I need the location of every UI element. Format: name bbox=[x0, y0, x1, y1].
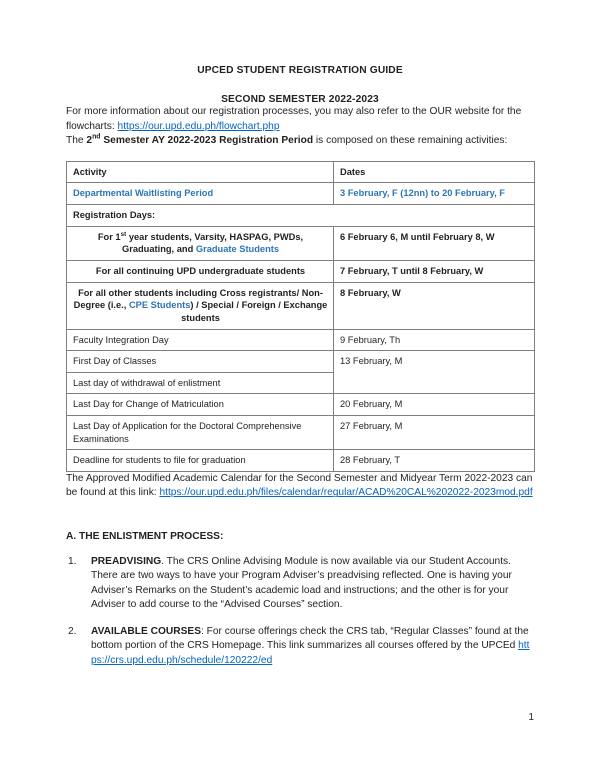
waitlisting-activity: Departmental Waitlisting Period bbox=[67, 183, 334, 205]
page-content bbox=[66, 0, 534, 680]
reg-activity-1-part1: For all continuing UPD undergraduate students bbox=[95, 265, 306, 276]
plain-activity-2: Last day of withdrawal of enlistment bbox=[67, 372, 334, 394]
list-item-text-2: : For course offerings check the CRS tab, “Regular Classes” found at the bottom portion of the CRS Homepage. This link summarizes all courses offered by the UPCEd bbox=[91, 625, 529, 652]
title-block bbox=[66, 64, 534, 105]
list-item-number-1: 1. bbox=[68, 555, 77, 567]
academic-calendar-paragraph bbox=[66, 472, 534, 501]
table-row-waitlisting bbox=[67, 183, 535, 205]
list-item-label-1: PREADVISING bbox=[91, 555, 162, 567]
plain-dates-1-merged: 13 February, M bbox=[334, 351, 535, 394]
enlistment-steps-list bbox=[66, 555, 534, 668]
reg-activity-2 bbox=[67, 282, 334, 329]
table-row bbox=[67, 260, 535, 282]
plain-activity-4: Last Day of Application for the Doctoral Comprehensive Examinations bbox=[67, 416, 334, 450]
table-row bbox=[67, 226, 535, 260]
registration-days-label: Registration Days: bbox=[67, 205, 535, 227]
reg-activity-0-part1: For 1 bbox=[97, 231, 121, 242]
registration-schedule-table bbox=[66, 161, 535, 472]
table-row bbox=[67, 351, 535, 373]
reg-activity-2-part1: For all other students including Cross registrants/ Non-Degree (i.e., bbox=[73, 287, 323, 311]
flowchart-link[interactable]: https://our.upd.edu.ph/flowchart.php bbox=[117, 120, 280, 132]
reg-activity-1 bbox=[67, 260, 334, 282]
list-item bbox=[66, 625, 534, 668]
crs-schedule-link[interactable]: https://crs.upd.edu.ph/schedule/120222/ed bbox=[91, 640, 530, 666]
page-number: 1 bbox=[528, 712, 534, 723]
plain-dates-4: 27 February, M bbox=[334, 416, 535, 450]
table-row bbox=[67, 329, 535, 351]
plain-activity-0: Faculty Integration Day bbox=[67, 329, 334, 351]
reg-dates-0: 6 February 6, M until February 8, W bbox=[334, 226, 535, 260]
page-title: UPCED STUDENT REGISTRATION GUIDE bbox=[197, 65, 403, 76]
table-row bbox=[67, 282, 535, 329]
reg-activity-0-sup: st bbox=[120, 230, 127, 238]
plain-activity-1: First Day of Classes bbox=[67, 351, 334, 373]
page-subtitle: SECOND SEMESTER 2022-2023 bbox=[221, 94, 379, 106]
reg-activity-2-highlight: CPE Students bbox=[128, 300, 191, 311]
column-header-dates: Dates bbox=[334, 161, 535, 183]
table-row-registration-days-label bbox=[67, 205, 535, 227]
plain-dates-0: 9 February, Th bbox=[334, 329, 535, 351]
table-row bbox=[67, 394, 535, 416]
waitlisting-dates: 3 February, F (12nn) to 20 February, F bbox=[334, 183, 535, 205]
reg-activity-0-part2: year students, Varsity, HASPAG, PWDs, Graduating, and bbox=[121, 231, 304, 255]
period-prefix: The bbox=[66, 135, 87, 147]
calendar-text: The Approved Modified Academic Calendar for the Second Semester and Midyear Term 2022-2023 can be found at this link: bbox=[66, 472, 533, 499]
list-item-text-1: . The CRS Online Advising Module is now available via our Student Accounts. There are two ways to have your Program Adviser’s preadvising reflected. One is having your Adviser’s Remarks on the Student’s academic load and instructions; and the other is for your Adviser to add course to the “Advised Courses” section. bbox=[91, 555, 512, 611]
period-bold-1: 2 bbox=[86, 135, 93, 147]
reg-dates-2: 8 February, W bbox=[334, 282, 535, 329]
table-row bbox=[67, 450, 535, 472]
table-header-row bbox=[67, 161, 535, 183]
period-bold-2: Semester AY 2022-2023 Registration Period bbox=[100, 135, 314, 147]
section-a-heading: A. THE ENLISTMENT PROCESS: bbox=[66, 530, 224, 542]
intro-paragraph bbox=[66, 105, 534, 134]
plain-activity-3: Last Day for Change of Matriculation bbox=[67, 394, 334, 416]
plain-activity-5: Deadline for students to file for graduation bbox=[67, 450, 334, 472]
reg-activity-2-part3: ) / Special / Foreign / Exchange students bbox=[181, 300, 328, 323]
period-superscript: nd bbox=[92, 133, 101, 141]
column-header-activity: Activity bbox=[67, 161, 334, 183]
period-suffix: is composed on these remaining activities: bbox=[313, 135, 508, 147]
reg-activity-0-highlight: Graduate Students bbox=[195, 244, 280, 255]
reg-activity-0 bbox=[67, 226, 334, 260]
intro-text: For more information about our registration processes, you may also refer to the OUR website for the flowcharts: bbox=[66, 106, 522, 132]
reg-dates-1: 7 February, T until 8 February, W bbox=[334, 260, 535, 282]
plain-dates-5: 28 February, T bbox=[334, 450, 535, 472]
list-item-label-2: AVAILABLE COURSES bbox=[91, 625, 201, 637]
plain-dates-3: 20 February, M bbox=[334, 394, 535, 416]
table-row bbox=[67, 416, 535, 450]
list-item-number-2: 2. bbox=[68, 625, 77, 637]
list-item bbox=[66, 555, 534, 613]
registration-period-paragraph bbox=[66, 134, 534, 148]
academic-calendar-link[interactable]: https://our.upd.edu.ph/files/calendar/regular/ACAD%20CAL%202022-2023mod.pdf bbox=[159, 487, 533, 499]
